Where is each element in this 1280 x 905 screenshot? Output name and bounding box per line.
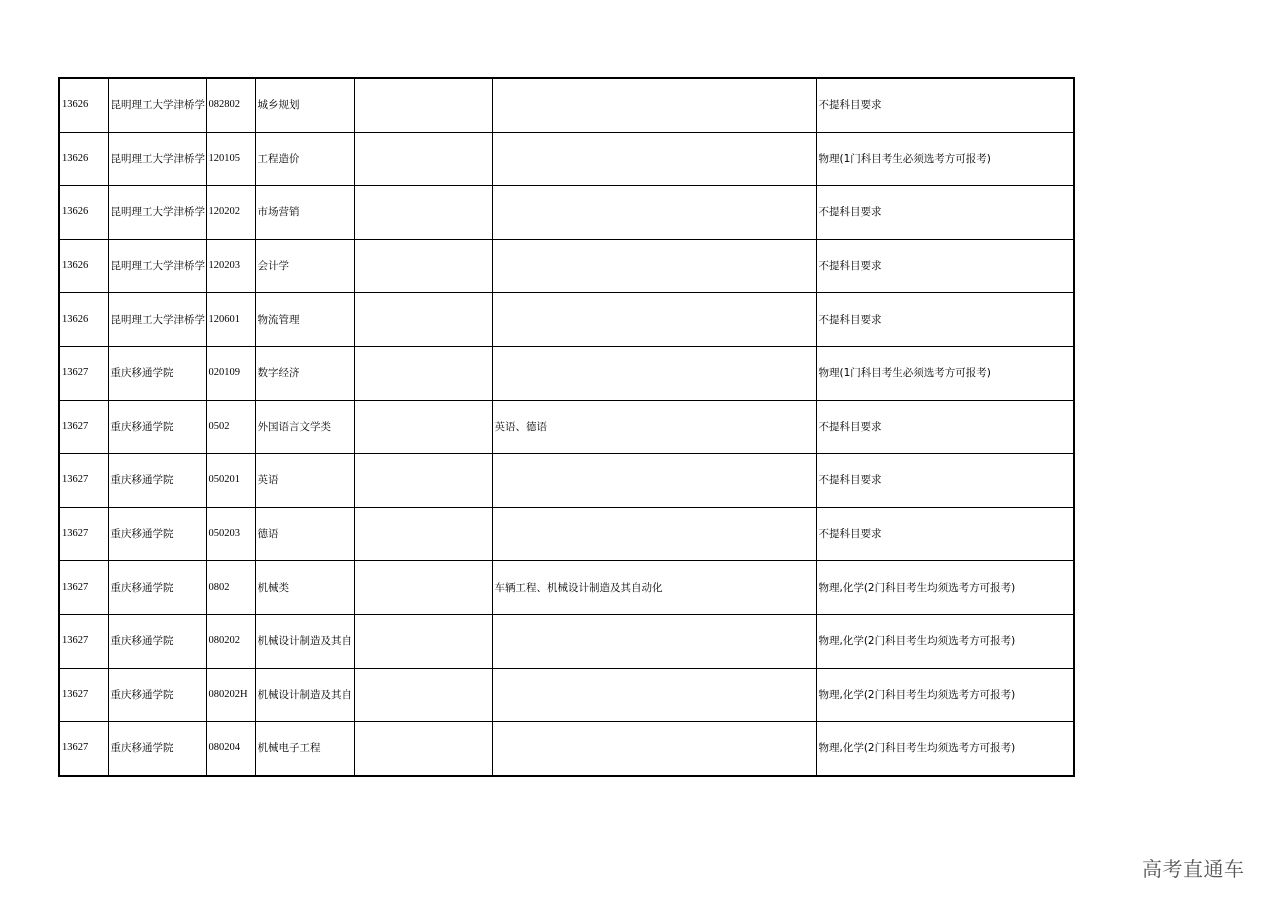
cell-major-name: 市场营销 bbox=[255, 186, 354, 240]
table-row bbox=[59, 722, 1074, 776]
cell-major-name: 机械设计制造及其自 bbox=[255, 668, 354, 722]
table-row bbox=[59, 186, 1074, 240]
cell-school-name: 重庆移通学院 bbox=[108, 561, 206, 615]
cell-subject-requirement: 不提科目要求 bbox=[816, 400, 1074, 454]
cell-included-majors bbox=[492, 78, 816, 132]
admission-requirements-table bbox=[58, 77, 1075, 777]
cell-subject-requirement: 不提科目要求 bbox=[816, 78, 1074, 132]
cell-school-name: 重庆移通学院 bbox=[108, 454, 206, 508]
table-row bbox=[59, 346, 1074, 400]
cell-school-code: 13627 bbox=[59, 614, 108, 668]
cell-major-name: 物流管理 bbox=[255, 293, 354, 347]
cell-major-name: 德语 bbox=[255, 507, 354, 561]
cell-school-name: 昆明理工大学津桥学 bbox=[108, 78, 206, 132]
cell-school-code: 13626 bbox=[59, 78, 108, 132]
cell-school-name: 昆明理工大学津桥学 bbox=[108, 293, 206, 347]
cell-included-majors bbox=[492, 239, 816, 293]
cell-school-code: 13626 bbox=[59, 293, 108, 347]
watermark-logo-text: 高考直通车 bbox=[1142, 857, 1245, 881]
cell-included-majors: 车辆工程、机械设计制造及其自动化 bbox=[492, 561, 816, 615]
cell-major-code: 0802 bbox=[206, 561, 255, 615]
cell-subject-requirement: 物理,化学(2门科目考生均须选考方可报考) bbox=[816, 614, 1074, 668]
cell-empty bbox=[354, 614, 492, 668]
cell-major-name: 会计学 bbox=[255, 239, 354, 293]
cell-major-code: 050201 bbox=[206, 454, 255, 508]
cell-empty bbox=[354, 722, 492, 776]
cell-included-majors bbox=[492, 722, 816, 776]
cell-subject-requirement: 不提科目要求 bbox=[816, 507, 1074, 561]
cell-included-majors bbox=[492, 507, 816, 561]
cell-major-code: 080202H bbox=[206, 668, 255, 722]
cell-school-name: 重庆移通学院 bbox=[108, 346, 206, 400]
table-row bbox=[59, 132, 1074, 186]
table-row bbox=[59, 293, 1074, 347]
cell-included-majors bbox=[492, 132, 816, 186]
cell-major-name: 城乡规划 bbox=[255, 78, 354, 132]
table-row bbox=[59, 454, 1074, 508]
cell-subject-requirement: 物理,化学(2门科目考生均须选考方可报考) bbox=[816, 722, 1074, 776]
cell-major-name: 英语 bbox=[255, 454, 354, 508]
cell-empty bbox=[354, 507, 492, 561]
cell-school-name: 重庆移通学院 bbox=[108, 614, 206, 668]
table-row bbox=[59, 78, 1074, 132]
table-body bbox=[59, 78, 1074, 776]
cell-school-code: 13627 bbox=[59, 400, 108, 454]
cell-included-majors bbox=[492, 346, 816, 400]
table-row bbox=[59, 400, 1074, 454]
cell-empty bbox=[354, 561, 492, 615]
cell-major-code: 080202 bbox=[206, 614, 255, 668]
cell-subject-requirement: 不提科目要求 bbox=[816, 239, 1074, 293]
cell-school-name: 昆明理工大学津桥学 bbox=[108, 239, 206, 293]
cell-school-code: 13627 bbox=[59, 346, 108, 400]
cell-empty bbox=[354, 346, 492, 400]
cell-subject-requirement: 物理(1门科目考生必须选考方可报考) bbox=[816, 132, 1074, 186]
cell-school-name: 重庆移通学院 bbox=[108, 722, 206, 776]
cell-school-code: 13626 bbox=[59, 186, 108, 240]
cell-included-majors bbox=[492, 293, 816, 347]
cell-subject-requirement: 不提科目要求 bbox=[816, 454, 1074, 508]
cell-included-majors bbox=[492, 454, 816, 508]
cell-school-name: 重庆移通学院 bbox=[108, 507, 206, 561]
table-row bbox=[59, 614, 1074, 668]
cell-school-name: 重庆移通学院 bbox=[108, 400, 206, 454]
cell-major-code: 0502 bbox=[206, 400, 255, 454]
cell-school-code: 13626 bbox=[59, 239, 108, 293]
cell-major-name: 数字经济 bbox=[255, 346, 354, 400]
cell-major-code: 120601 bbox=[206, 293, 255, 347]
cell-included-majors bbox=[492, 186, 816, 240]
cell-school-code: 13627 bbox=[59, 668, 108, 722]
cell-school-code: 13627 bbox=[59, 454, 108, 508]
cell-included-majors bbox=[492, 614, 816, 668]
cell-subject-requirement: 不提科目要求 bbox=[816, 186, 1074, 240]
cell-school-code: 13627 bbox=[59, 507, 108, 561]
cell-major-code: 080204 bbox=[206, 722, 255, 776]
cell-school-code: 13627 bbox=[59, 722, 108, 776]
cell-school-name: 重庆移通学院 bbox=[108, 668, 206, 722]
cell-major-code: 050203 bbox=[206, 507, 255, 561]
cell-empty bbox=[354, 454, 492, 508]
cell-major-code: 120202 bbox=[206, 186, 255, 240]
cell-school-code: 13626 bbox=[59, 132, 108, 186]
cell-major-name: 机械设计制造及其自 bbox=[255, 614, 354, 668]
cell-major-code: 120203 bbox=[206, 239, 255, 293]
cell-empty bbox=[354, 668, 492, 722]
cell-empty bbox=[354, 78, 492, 132]
cell-major-name: 外国语言文学类 bbox=[255, 400, 354, 454]
cell-subject-requirement: 不提科目要求 bbox=[816, 293, 1074, 347]
cell-major-name: 机械类 bbox=[255, 561, 354, 615]
cell-school-code: 13627 bbox=[59, 561, 108, 615]
cell-empty bbox=[354, 239, 492, 293]
cell-major-code: 120105 bbox=[206, 132, 255, 186]
table-row bbox=[59, 561, 1074, 615]
cell-major-name: 机械电子工程 bbox=[255, 722, 354, 776]
cell-major-code: 082802 bbox=[206, 78, 255, 132]
cell-school-name: 昆明理工大学津桥学 bbox=[108, 186, 206, 240]
cell-included-majors bbox=[492, 668, 816, 722]
table-row bbox=[59, 507, 1074, 561]
cell-subject-requirement: 物理,化学(2门科目考生均须选考方可报考) bbox=[816, 561, 1074, 615]
cell-empty bbox=[354, 186, 492, 240]
cell-included-majors: 英语、德语 bbox=[492, 400, 816, 454]
cell-empty bbox=[354, 132, 492, 186]
cell-subject-requirement: 物理(1门科目考生必须选考方可报考) bbox=[816, 346, 1074, 400]
table-row bbox=[59, 668, 1074, 722]
cell-major-code: 020109 bbox=[206, 346, 255, 400]
cell-school-name: 昆明理工大学津桥学 bbox=[108, 132, 206, 186]
cell-subject-requirement: 物理,化学(2门科目考生均须选考方可报考) bbox=[816, 668, 1074, 722]
cell-empty bbox=[354, 293, 492, 347]
cell-empty bbox=[354, 400, 492, 454]
cell-major-name: 工程造价 bbox=[255, 132, 354, 186]
table-row bbox=[59, 239, 1074, 293]
